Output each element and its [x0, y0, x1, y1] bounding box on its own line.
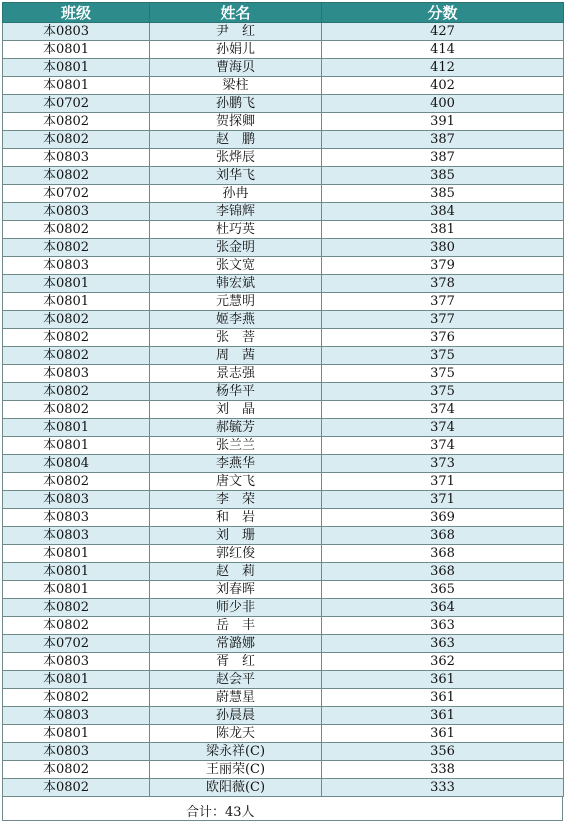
table-row — [3, 23, 564, 41]
class-cell: 本0803 — [3, 509, 150, 527]
class-cell: 本0804 — [3, 455, 150, 473]
name-cell: 岳 丰 — [150, 617, 322, 635]
class-cell: 本0801 — [3, 41, 150, 59]
table-row — [3, 401, 564, 419]
score-cell: 373 — [322, 455, 564, 473]
class-cell: 本0803 — [3, 23, 150, 41]
name-cell: 张烨辰 — [150, 149, 322, 167]
name-cell: 蔚慧星 — [150, 689, 322, 707]
name-cell: 孙娟儿 — [150, 41, 322, 59]
score-cell: 368 — [322, 545, 564, 563]
score-cell: 385 — [322, 167, 564, 185]
table-row — [3, 347, 564, 365]
table-row — [3, 455, 564, 473]
table-row — [3, 203, 564, 221]
score-cell: 356 — [322, 743, 564, 761]
name-cell: 赵会平 — [150, 671, 322, 689]
class-cell: 本0801 — [3, 77, 150, 95]
header-row — [3, 3, 564, 23]
name-cell: 张金明 — [150, 239, 322, 257]
class-cell: 本0802 — [3, 113, 150, 131]
score-cell: 375 — [322, 365, 564, 383]
name-cell: 和 岩 — [150, 509, 322, 527]
table-row — [3, 113, 564, 131]
name-cell: 贺探卿 — [150, 113, 322, 131]
score-cell: 375 — [322, 347, 564, 365]
class-cell: 本0802 — [3, 689, 150, 707]
table-row — [3, 491, 564, 509]
score-cell: 412 — [322, 59, 564, 77]
score-cell: 365 — [322, 581, 564, 599]
table-row — [3, 41, 564, 59]
name-cell: 赵 莉 — [150, 563, 322, 581]
score-cell: 368 — [322, 563, 564, 581]
class-cell: 本0702 — [3, 635, 150, 653]
name-cell: 常潞娜 — [150, 635, 322, 653]
score-cell: 380 — [322, 239, 564, 257]
table-row — [3, 131, 564, 149]
header-name: 姓名 — [150, 3, 322, 23]
name-cell: 杨华平 — [150, 383, 322, 401]
score-cell: 374 — [322, 401, 564, 419]
score-cell: 361 — [322, 689, 564, 707]
class-cell: 本0702 — [3, 95, 150, 113]
score-cell: 363 — [322, 635, 564, 653]
name-cell: 郭红俊 — [150, 545, 322, 563]
score-cell: 374 — [322, 437, 564, 455]
name-cell: 元慧明 — [150, 293, 322, 311]
score-cell: 377 — [322, 293, 564, 311]
table-row — [3, 329, 564, 347]
table-row — [3, 581, 564, 599]
name-cell: 胥 红 — [150, 653, 322, 671]
table-row — [3, 293, 564, 311]
score-cell: 361 — [322, 671, 564, 689]
class-cell: 本0801 — [3, 671, 150, 689]
name-cell: 李燕华 — [150, 455, 322, 473]
name-cell: 张 菩 — [150, 329, 322, 347]
score-cell: 414 — [322, 41, 564, 59]
class-cell: 本0801 — [3, 59, 150, 77]
class-cell: 本0802 — [3, 761, 150, 779]
class-cell: 本0702 — [3, 185, 150, 203]
score-table — [2, 2, 564, 797]
name-cell: 郝毓芳 — [150, 419, 322, 437]
score-cell: 387 — [322, 149, 564, 167]
table-row — [3, 707, 564, 725]
table-row — [3, 167, 564, 185]
table-row — [3, 419, 564, 437]
class-cell: 本0803 — [3, 743, 150, 761]
name-cell: 唐文飞 — [150, 473, 322, 491]
table-row — [3, 365, 564, 383]
class-cell: 本0802 — [3, 473, 150, 491]
class-cell: 本0802 — [3, 167, 150, 185]
name-cell: 梁永祥(C) — [150, 743, 322, 761]
table-row — [3, 59, 564, 77]
score-cell: 400 — [322, 95, 564, 113]
name-cell: 孙晨晨 — [150, 707, 322, 725]
class-cell: 本0803 — [3, 527, 150, 545]
header-class: 班级 — [3, 3, 150, 23]
class-cell: 本0802 — [3, 221, 150, 239]
class-cell: 本0802 — [3, 617, 150, 635]
name-cell: 王丽荣(C) — [150, 761, 322, 779]
score-cell: 364 — [322, 599, 564, 617]
class-cell: 本0803 — [3, 491, 150, 509]
name-cell: 刘 晶 — [150, 401, 322, 419]
name-cell: 师少非 — [150, 599, 322, 617]
name-cell: 孙鹏飞 — [150, 95, 322, 113]
table-row — [3, 257, 564, 275]
score-cell: 361 — [322, 725, 564, 743]
table-row — [3, 239, 564, 257]
class-cell: 本0802 — [3, 329, 150, 347]
table-row — [3, 671, 564, 689]
table-row — [3, 473, 564, 491]
class-cell: 本0803 — [3, 149, 150, 167]
table-row — [3, 779, 564, 797]
score-cell: 381 — [322, 221, 564, 239]
table-row — [3, 221, 564, 239]
name-cell: 李锦辉 — [150, 203, 322, 221]
name-cell: 张文宽 — [150, 257, 322, 275]
name-cell: 曹海贝 — [150, 59, 322, 77]
name-cell: 陈龙天 — [150, 725, 322, 743]
score-cell: 368 — [322, 527, 564, 545]
class-cell: 本0801 — [3, 563, 150, 581]
score-cell: 369 — [322, 509, 564, 527]
class-cell: 本0802 — [3, 779, 150, 797]
name-cell: 欧阳薇(C) — [150, 779, 322, 797]
table-row — [3, 599, 564, 617]
class-cell: 本0801 — [3, 725, 150, 743]
score-cell: 361 — [322, 707, 564, 725]
class-cell: 本0803 — [3, 707, 150, 725]
name-cell: 景志强 — [150, 365, 322, 383]
table-row — [3, 635, 564, 653]
name-cell: 刘春晖 — [150, 581, 322, 599]
name-cell: 孙冉 — [150, 185, 322, 203]
table-row — [3, 689, 564, 707]
name-cell: 韩宏斌 — [150, 275, 322, 293]
table-row — [3, 149, 564, 167]
score-cell: 363 — [322, 617, 564, 635]
table-row — [3, 383, 564, 401]
table-row — [3, 275, 564, 293]
table-row — [3, 311, 564, 329]
score-cell: 371 — [322, 491, 564, 509]
table-row — [3, 185, 564, 203]
class-cell: 本0801 — [3, 437, 150, 455]
class-cell: 本0803 — [3, 203, 150, 221]
name-cell: 周 茜 — [150, 347, 322, 365]
table-row — [3, 437, 564, 455]
class-cell: 本0802 — [3, 131, 150, 149]
class-cell: 本0802 — [3, 383, 150, 401]
score-cell: 371 — [322, 473, 564, 491]
class-cell: 本0802 — [3, 401, 150, 419]
class-cell: 本0802 — [3, 311, 150, 329]
total-row — [2, 797, 563, 821]
total-label: 合计：43人 — [186, 805, 255, 820]
table-row — [3, 527, 564, 545]
class-cell: 本0802 — [3, 239, 150, 257]
table-row — [3, 617, 564, 635]
class-cell: 本0802 — [3, 347, 150, 365]
table-row — [3, 761, 564, 779]
name-cell: 姬李燕 — [150, 311, 322, 329]
name-cell: 杜巧英 — [150, 221, 322, 239]
score-cell: 374 — [322, 419, 564, 437]
table-row — [3, 545, 564, 563]
class-cell: 本0803 — [3, 365, 150, 383]
score-cell: 387 — [322, 131, 564, 149]
table-row — [3, 509, 564, 527]
score-cell: 338 — [322, 761, 564, 779]
name-cell: 赵 鹏 — [150, 131, 322, 149]
table-row — [3, 743, 564, 761]
name-cell: 刘 珊 — [150, 527, 322, 545]
class-cell: 本0801 — [3, 419, 150, 437]
score-cell: 391 — [322, 113, 564, 131]
score-cell: 384 — [322, 203, 564, 221]
score-cell: 333 — [322, 779, 564, 797]
score-cell: 377 — [322, 311, 564, 329]
score-cell: 402 — [322, 77, 564, 95]
name-cell: 尹 红 — [150, 23, 322, 41]
header-score: 分数 — [322, 3, 564, 23]
table-row — [3, 563, 564, 581]
score-cell: 427 — [322, 23, 564, 41]
table-row — [3, 95, 564, 113]
class-cell: 本0801 — [3, 581, 150, 599]
table-row — [3, 725, 564, 743]
name-cell: 李 荣 — [150, 491, 322, 509]
score-cell: 379 — [322, 257, 564, 275]
name-cell: 梁柱 — [150, 77, 322, 95]
score-cell: 385 — [322, 185, 564, 203]
class-cell: 本0803 — [3, 257, 150, 275]
table-row — [3, 77, 564, 95]
score-cell: 378 — [322, 275, 564, 293]
name-cell: 张兰兰 — [150, 437, 322, 455]
score-cell: 362 — [322, 653, 564, 671]
score-cell: 375 — [322, 383, 564, 401]
class-cell: 本0802 — [3, 599, 150, 617]
class-cell: 本0803 — [3, 653, 150, 671]
table-row — [3, 653, 564, 671]
score-cell: 376 — [322, 329, 564, 347]
class-cell: 本0801 — [3, 293, 150, 311]
class-cell: 本0801 — [3, 275, 150, 293]
name-cell: 刘华飞 — [150, 167, 322, 185]
class-cell: 本0801 — [3, 545, 150, 563]
